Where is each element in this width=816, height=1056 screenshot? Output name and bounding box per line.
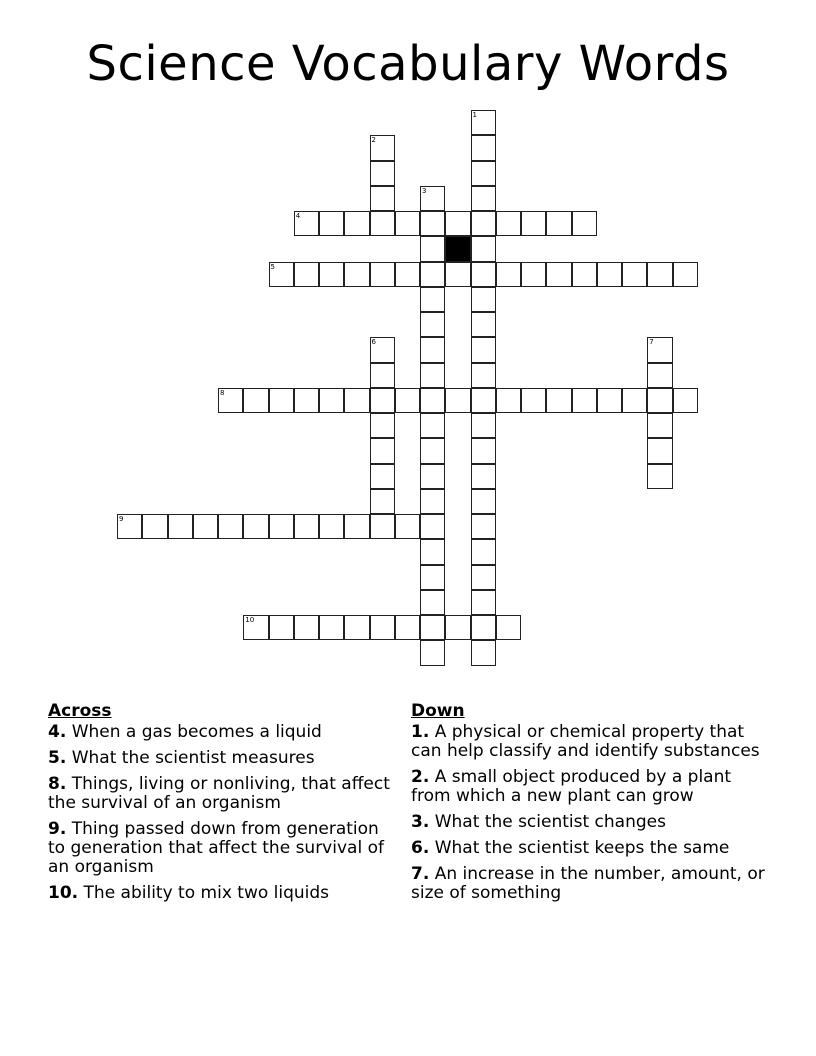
grid-cell[interactable] [193,514,218,539]
grid-cell[interactable] [370,161,395,186]
grid-cell[interactable] [395,262,420,287]
grid-cell[interactable] [572,262,597,287]
grid-cell[interactable] [269,514,294,539]
grid-cell[interactable] [294,262,319,287]
grid-cell[interactable] [294,615,319,640]
grid-cell[interactable] [420,287,445,312]
grid-cell[interactable] [370,489,395,514]
grid-cell[interactable] [647,337,672,362]
grid-cell[interactable] [142,514,167,539]
grid-cell[interactable] [370,337,395,362]
grid-cell[interactable] [319,615,344,640]
grid-cell[interactable] [420,337,445,362]
grid-cell[interactable] [597,262,622,287]
grid-cell[interactable] [471,161,496,186]
grid-cell[interactable] [597,388,622,413]
grid-cell[interactable] [471,388,496,413]
grid-cell[interactable] [420,590,445,615]
grid-cell[interactable] [471,615,496,640]
grid-cell[interactable] [572,388,597,413]
grid-cell[interactable] [647,363,672,388]
grid-cell[interactable] [471,363,496,388]
clue-number: 10 [245,616,255,624]
grid-cell[interactable] [673,262,698,287]
clue-across-8: 8. Things, living or nonliving, that affect the survival of an organism [48,774,390,813]
clue-down-2: 2. A small object produced by a plant from which a new plant can grow [411,767,732,806]
grid-cell[interactable] [243,388,268,413]
clue-down-3: 3. What the scientist changes [411,812,666,832]
grid-cell[interactable] [420,489,445,514]
grid-cell[interactable] [471,337,496,362]
grid-cell[interactable] [471,186,496,211]
grid-cell[interactable] [572,211,597,236]
grid-cell[interactable] [269,388,294,413]
grid-cell[interactable] [243,615,268,640]
grid-cell[interactable] [370,211,395,236]
grid-cell[interactable] [269,615,294,640]
grid-cell[interactable] [294,211,319,236]
grid-cell[interactable] [647,438,672,463]
grid-cell[interactable] [546,262,571,287]
clue-number: 4 [295,212,301,220]
grid-cell[interactable] [445,211,470,236]
grid-cell[interactable] [546,211,571,236]
grid-cell[interactable] [622,262,647,287]
grid-cell[interactable] [344,388,369,413]
grid-cell[interactable] [420,438,445,463]
grid-cell[interactable] [471,262,496,287]
clue-number: 1 [472,111,477,119]
clue-number: 5 [270,262,275,271]
grid-cell[interactable] [319,388,344,413]
grid-cell[interactable] [420,363,445,388]
grid-cell[interactable] [471,464,496,489]
clue-number: 2 [371,136,376,145]
across-clues [48,702,398,910]
grid-cell[interactable] [420,262,445,287]
grid-cell[interactable] [420,312,445,337]
grid-cell[interactable] [420,640,445,665]
clue-across-10: 10. The ability to mix two liquids [48,883,330,903]
grid-cell[interactable] [471,236,496,261]
grid-cell[interactable] [546,388,571,413]
grid-cell[interactable] [647,464,672,489]
grid-cell[interactable] [471,489,496,514]
grid-cell[interactable] [370,464,395,489]
grid-cell[interactable] [471,640,496,665]
grid-cell[interactable] [420,236,445,261]
grid-cell[interactable] [496,388,521,413]
grid-cell[interactable] [471,135,496,160]
grid-cell[interactable] [471,110,496,135]
grid-cell[interactable] [521,262,546,287]
grid-cell[interactable] [294,514,319,539]
grid-cell[interactable] [471,211,496,236]
grid-cell[interactable] [496,211,521,236]
grid-cell[interactable] [218,388,243,413]
grid-cell[interactable] [471,539,496,564]
grid-cell[interactable] [622,388,647,413]
grid-cell[interactable] [445,615,470,640]
grid-cell[interactable] [344,514,369,539]
grid-cell[interactable] [395,211,420,236]
grid-cell[interactable] [294,388,319,413]
down-clues [411,702,771,910]
clue-down-1: 1. A physical or chemical property that can help classify and identify substances [411,722,760,761]
grid-cell[interactable] [420,186,445,211]
grid-cell[interactable] [117,514,142,539]
grid-cell[interactable] [420,615,445,640]
grid-cell[interactable] [395,388,420,413]
grid-cell[interactable] [370,514,395,539]
clue-down-7: 7. An increase in the number, amount, or size of something [411,864,765,903]
grid-cell[interactable] [344,211,369,236]
grid-cell[interactable] [647,388,672,413]
grid-cell[interactable] [370,438,395,463]
clue-number: 3 [422,186,427,195]
grid-cell[interactable] [471,413,496,438]
grid-cell[interactable] [370,135,395,160]
grid-cell[interactable] [395,514,420,539]
grid-cell[interactable] [168,514,193,539]
clue-number: 7 [649,338,654,347]
grid-cell[interactable] [471,514,496,539]
clue-down-6: 6. What the scientist keeps the same [411,838,730,858]
black-cell [445,236,470,261]
grid-cell[interactable] [319,514,344,539]
grid-cell[interactable] [471,312,496,337]
grid-cell[interactable] [471,565,496,590]
grid-cell[interactable] [521,211,546,236]
clue-across-9: 9. Thing passed down from generation to generation that affect the survival of an organism [48,819,384,877]
grid-cell[interactable] [319,211,344,236]
grid-cell[interactable] [395,615,420,640]
grid-cell[interactable] [370,615,395,640]
clue-across-5: 5. What the scientist measures [48,748,315,768]
grid-cell[interactable] [420,514,445,539]
clue-number: 9 [119,515,124,523]
grid-cell[interactable] [370,413,395,438]
grid-cell[interactable] [445,262,470,287]
clue-across-4: 4. When a gas becomes a liquid [48,722,322,742]
grid-cell[interactable] [420,539,445,564]
grid-cell[interactable] [420,413,445,438]
grid-cell[interactable] [496,615,521,640]
down-heading: Down [411,701,465,721]
grid-cell[interactable] [647,413,672,438]
grid-cell[interactable] [243,514,268,539]
grid-cell[interactable] [420,388,445,413]
grid-cell[interactable] [370,262,395,287]
grid-cell[interactable] [445,388,470,413]
grid-cell[interactable] [471,287,496,312]
grid-cell[interactable] [344,615,369,640]
grid-cell[interactable] [521,388,546,413]
grid-cell[interactable] [420,565,445,590]
clue-number: 8 [220,388,225,397]
page-title: Science Vocabulary Words [86,36,730,92]
grid-cell[interactable] [420,211,445,236]
across-heading: Across [48,701,112,721]
grid-cell[interactable] [496,262,521,287]
grid-cell[interactable] [344,262,369,287]
grid-cell[interactable] [370,388,395,413]
grid-cell[interactable] [269,262,294,287]
clue-number: 6 [371,338,376,347]
grid-cell[interactable] [471,438,496,463]
grid-cell[interactable] [370,363,395,388]
grid-cell[interactable] [370,186,395,211]
grid-cell[interactable] [319,262,344,287]
grid-cell[interactable] [218,514,243,539]
grid-cell[interactable] [673,388,698,413]
grid-cell[interactable] [647,262,672,287]
grid-cell[interactable] [471,590,496,615]
grid-cell[interactable] [420,464,445,489]
